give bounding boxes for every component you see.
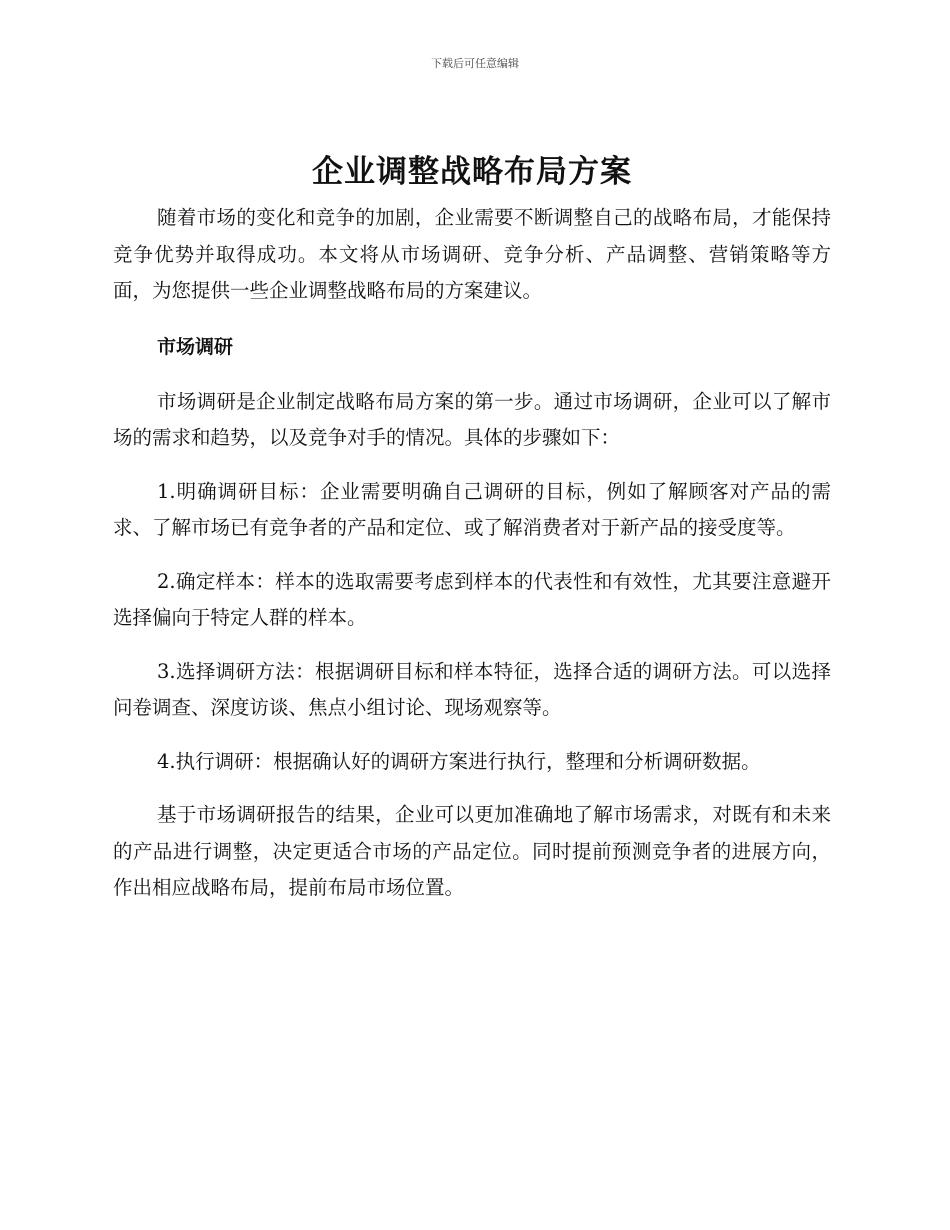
conclusion-paragraph: 基于市场调研报告的结果，企业可以更加准确地了解市场需求，对既有和未来的产品进行调整，决定更适合市场的产品定位。同时提前预测竞争者的进展方向，作出相应战略布局，提前布局市场位置。 xyxy=(113,803,831,899)
document-title: 企业调整战略布局方案 xyxy=(312,154,632,190)
intro-paragraph: 随着市场的变化和竞争的加剧，企业需要不断调整自己的战略布局，才能保持竞争优势并取得成功。本文将从市场调研、竞争分析、产品调整、营销策略等方面，为您提供一些企业调整战略布局的方案建议。 xyxy=(113,206,831,302)
list-item: 3.选择调研方法：根据调研目标和样本特征，选择合适的调研方法。可以选择问卷调查、深度访谈、焦点小组讨论、现场观察等。 xyxy=(113,659,831,719)
page-header-note: 下载后可任意编辑 xyxy=(431,57,519,70)
section-heading-market-research: 市场调研 xyxy=(157,335,234,358)
document-body xyxy=(113,150,831,924)
section-lead-paragraph: 市场调研是企业制定战略布局方案的第一步。通过市场调研，企业可以了解市场的需求和趋势，以及竞争对手的情况。具体的步骤如下： xyxy=(113,389,831,449)
list-item: 4.执行调研：根据确认好的调研方案进行执行，整理和分析调研数据。 xyxy=(157,749,761,773)
list-item: 1.明确调研目标：企业需要明确自己调研的目标，例如了解顾客对产品的需求、了解市场已有竞争者的产品和定位、或了解消费者对于新产品的接受度等。 xyxy=(113,479,831,539)
list-item: 2.确定样本：样本的选取需要考虑到样本的代表性和有效性，尤其要注意避开选择偏向于特定人群的样本。 xyxy=(113,569,831,629)
